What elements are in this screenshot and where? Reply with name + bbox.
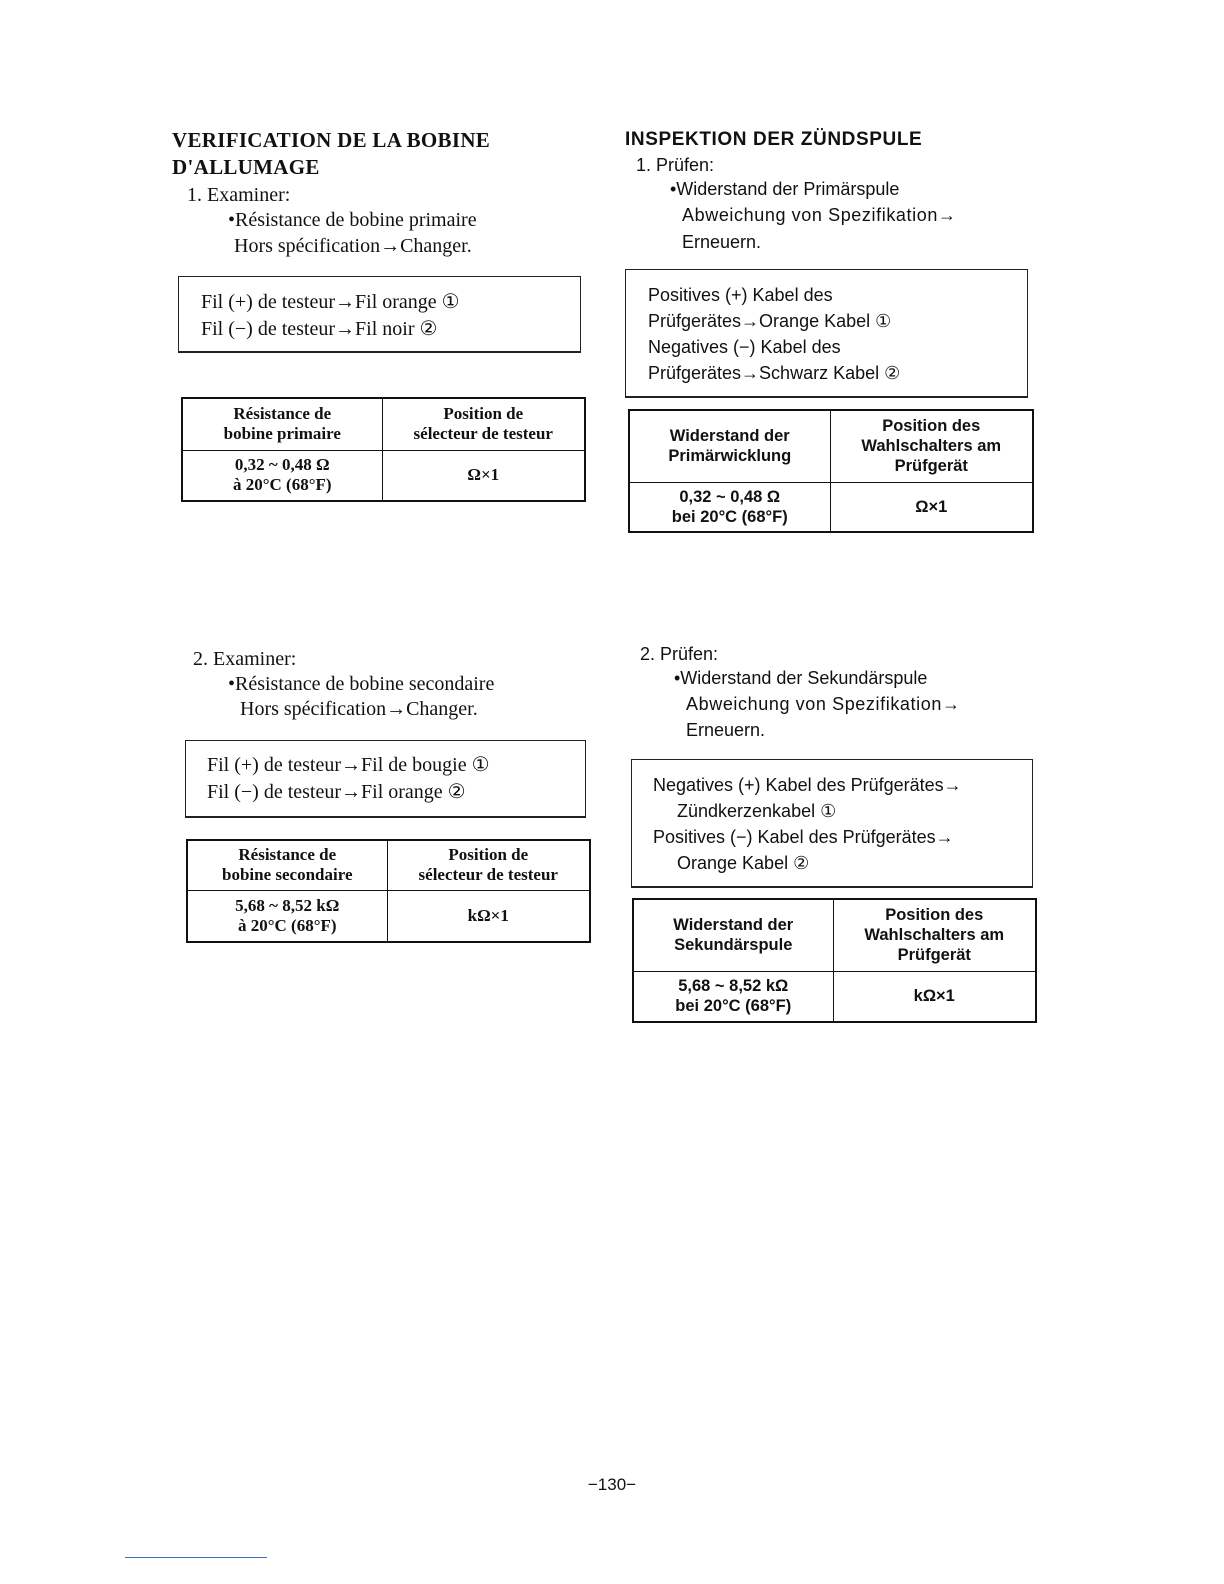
- fr-step2-connection-box: [185, 740, 586, 818]
- fr-step1-connection-box: [178, 276, 581, 353]
- fr-step2-label: 2. Examiner:: [193, 648, 297, 670]
- de-step2-box-line3: Positives (−) Kabel des Prüfgerätes→: [653, 827, 954, 847]
- fr-step2-resistance-value: 5,68 ~ 8,52 kΩ à 20°C (68°F): [187, 890, 387, 942]
- de-step1-resistance-value: 0,32 ~ 0,48 Ω bei 20°C (68°F): [629, 482, 830, 532]
- de-step1-box-line4: Prüfgerätes→Schwarz Kabel ②: [648, 363, 901, 383]
- de-step1-head-resistance: Widerstand der Primärwicklung: [629, 410, 830, 482]
- fr-title-line1: VERIFICATION DE LA BOBINE: [172, 128, 491, 152]
- fr-step1-box-line1: Fil (+) de testeur→Fil orange ①: [201, 291, 460, 313]
- de-step2-selector-value: kΩ×1: [833, 971, 1036, 1022]
- table-row: [182, 450, 585, 501]
- fr-step1-resistance-value: 0,32 ~ 0,48 Ω à 20°C (68°F): [182, 450, 382, 501]
- de-step2-connection-box: [631, 759, 1033, 888]
- de-step1-head-position: Position des Wahlschalters am Prüfgerät: [830, 410, 1033, 482]
- fr-step2-head-position: Position de sélecteur de testeur: [387, 840, 590, 890]
- fr-step1-head-resistance: Résistance de bobine primaire: [182, 398, 382, 450]
- fr-step2-head-resistance: Résistance de bobine secondaire: [187, 840, 387, 890]
- fr-step2-box-line1: Fil (+) de testeur→Fil de bougie ①: [207, 754, 490, 776]
- table-header-row: [187, 840, 590, 890]
- fr-step1-label: 1. Examiner:: [187, 184, 291, 206]
- de-step2-item: •Widerstand der Sekundärspule: [674, 668, 928, 688]
- fr-step2-spec-table: [186, 839, 591, 943]
- de-step1-item: •Widerstand der Primärspule: [670, 179, 900, 199]
- de-step2-box-line4: Orange Kabel ②: [677, 853, 810, 873]
- fr-step1-head-position: Position de sélecteur de testeur: [382, 398, 585, 450]
- de-step1-box-line1: Positives (+) Kabel des: [648, 285, 833, 305]
- fr-step2-action: Hors spécification→Changer.: [240, 698, 478, 720]
- de-step2-action-line2: Erneuern.: [686, 720, 766, 740]
- footer-rule: [125, 1557, 267, 1558]
- de-step1-box-line2: Prüfgerätes→Orange Kabel ①: [648, 311, 892, 331]
- de-title: INSPEKTION DER ZÜNDSPULE: [625, 129, 923, 150]
- table-header-row: [633, 899, 1036, 971]
- page-number: −130−: [587, 1475, 637, 1494]
- fr-step1-item: •Résistance de bobine primaire: [228, 209, 477, 231]
- de-step1-action-line2: Erneuern.: [682, 232, 762, 252]
- de-step1-label: 1. Prüfen:: [636, 155, 715, 175]
- de-step2-head-position: Position des Wahlschalters am Prüfgerät: [833, 899, 1036, 971]
- table-header-row: [629, 410, 1033, 482]
- de-step2-resistance-value: 5,68 ~ 8,52 kΩ bei 20°C (68°F): [633, 971, 833, 1022]
- table-row: [633, 971, 1036, 1022]
- fr-step1-action: Hors spécification→Changer.: [234, 235, 472, 257]
- fr-step1-box-line2: Fil (−) de testeur→Fil noir ②: [201, 318, 438, 340]
- table-row: [187, 890, 590, 942]
- de-step1-selector-value: Ω×1: [830, 482, 1033, 532]
- de-step2-head-resistance: Widerstand der Sekundärspule: [633, 899, 833, 971]
- table-header-row: [182, 398, 585, 450]
- fr-step1-spec-table: [181, 397, 586, 502]
- de-step1-action-line1: Abweichung von Spezifikation→: [682, 205, 957, 225]
- fr-step2-item: •Résistance de bobine secondaire: [228, 673, 495, 695]
- fr-title-line2: D'ALLUMAGE: [172, 155, 320, 179]
- fr-step2-selector-value: kΩ×1: [387, 890, 590, 942]
- de-step2-box-line2: Zündkerzenkabel ①: [677, 801, 837, 821]
- de-step1-spec-table: [628, 409, 1034, 533]
- de-step2-label: 2. Prüfen:: [640, 644, 719, 664]
- de-step2-spec-table: [632, 898, 1037, 1023]
- de-step1-connection-box: [625, 269, 1028, 398]
- fr-step2-box-line2: Fil (−) de testeur→Fil orange ②: [207, 781, 466, 803]
- table-row: [629, 482, 1033, 532]
- de-step2-action-line1: Abweichung von Spezifikation→: [686, 694, 961, 714]
- fr-step1-selector-value: Ω×1: [382, 450, 585, 501]
- de-step2-box-line1: Negatives (+) Kabel des Prüfgerätes→: [653, 775, 962, 795]
- de-step1-box-line3: Negatives (−) Kabel des: [648, 337, 841, 357]
